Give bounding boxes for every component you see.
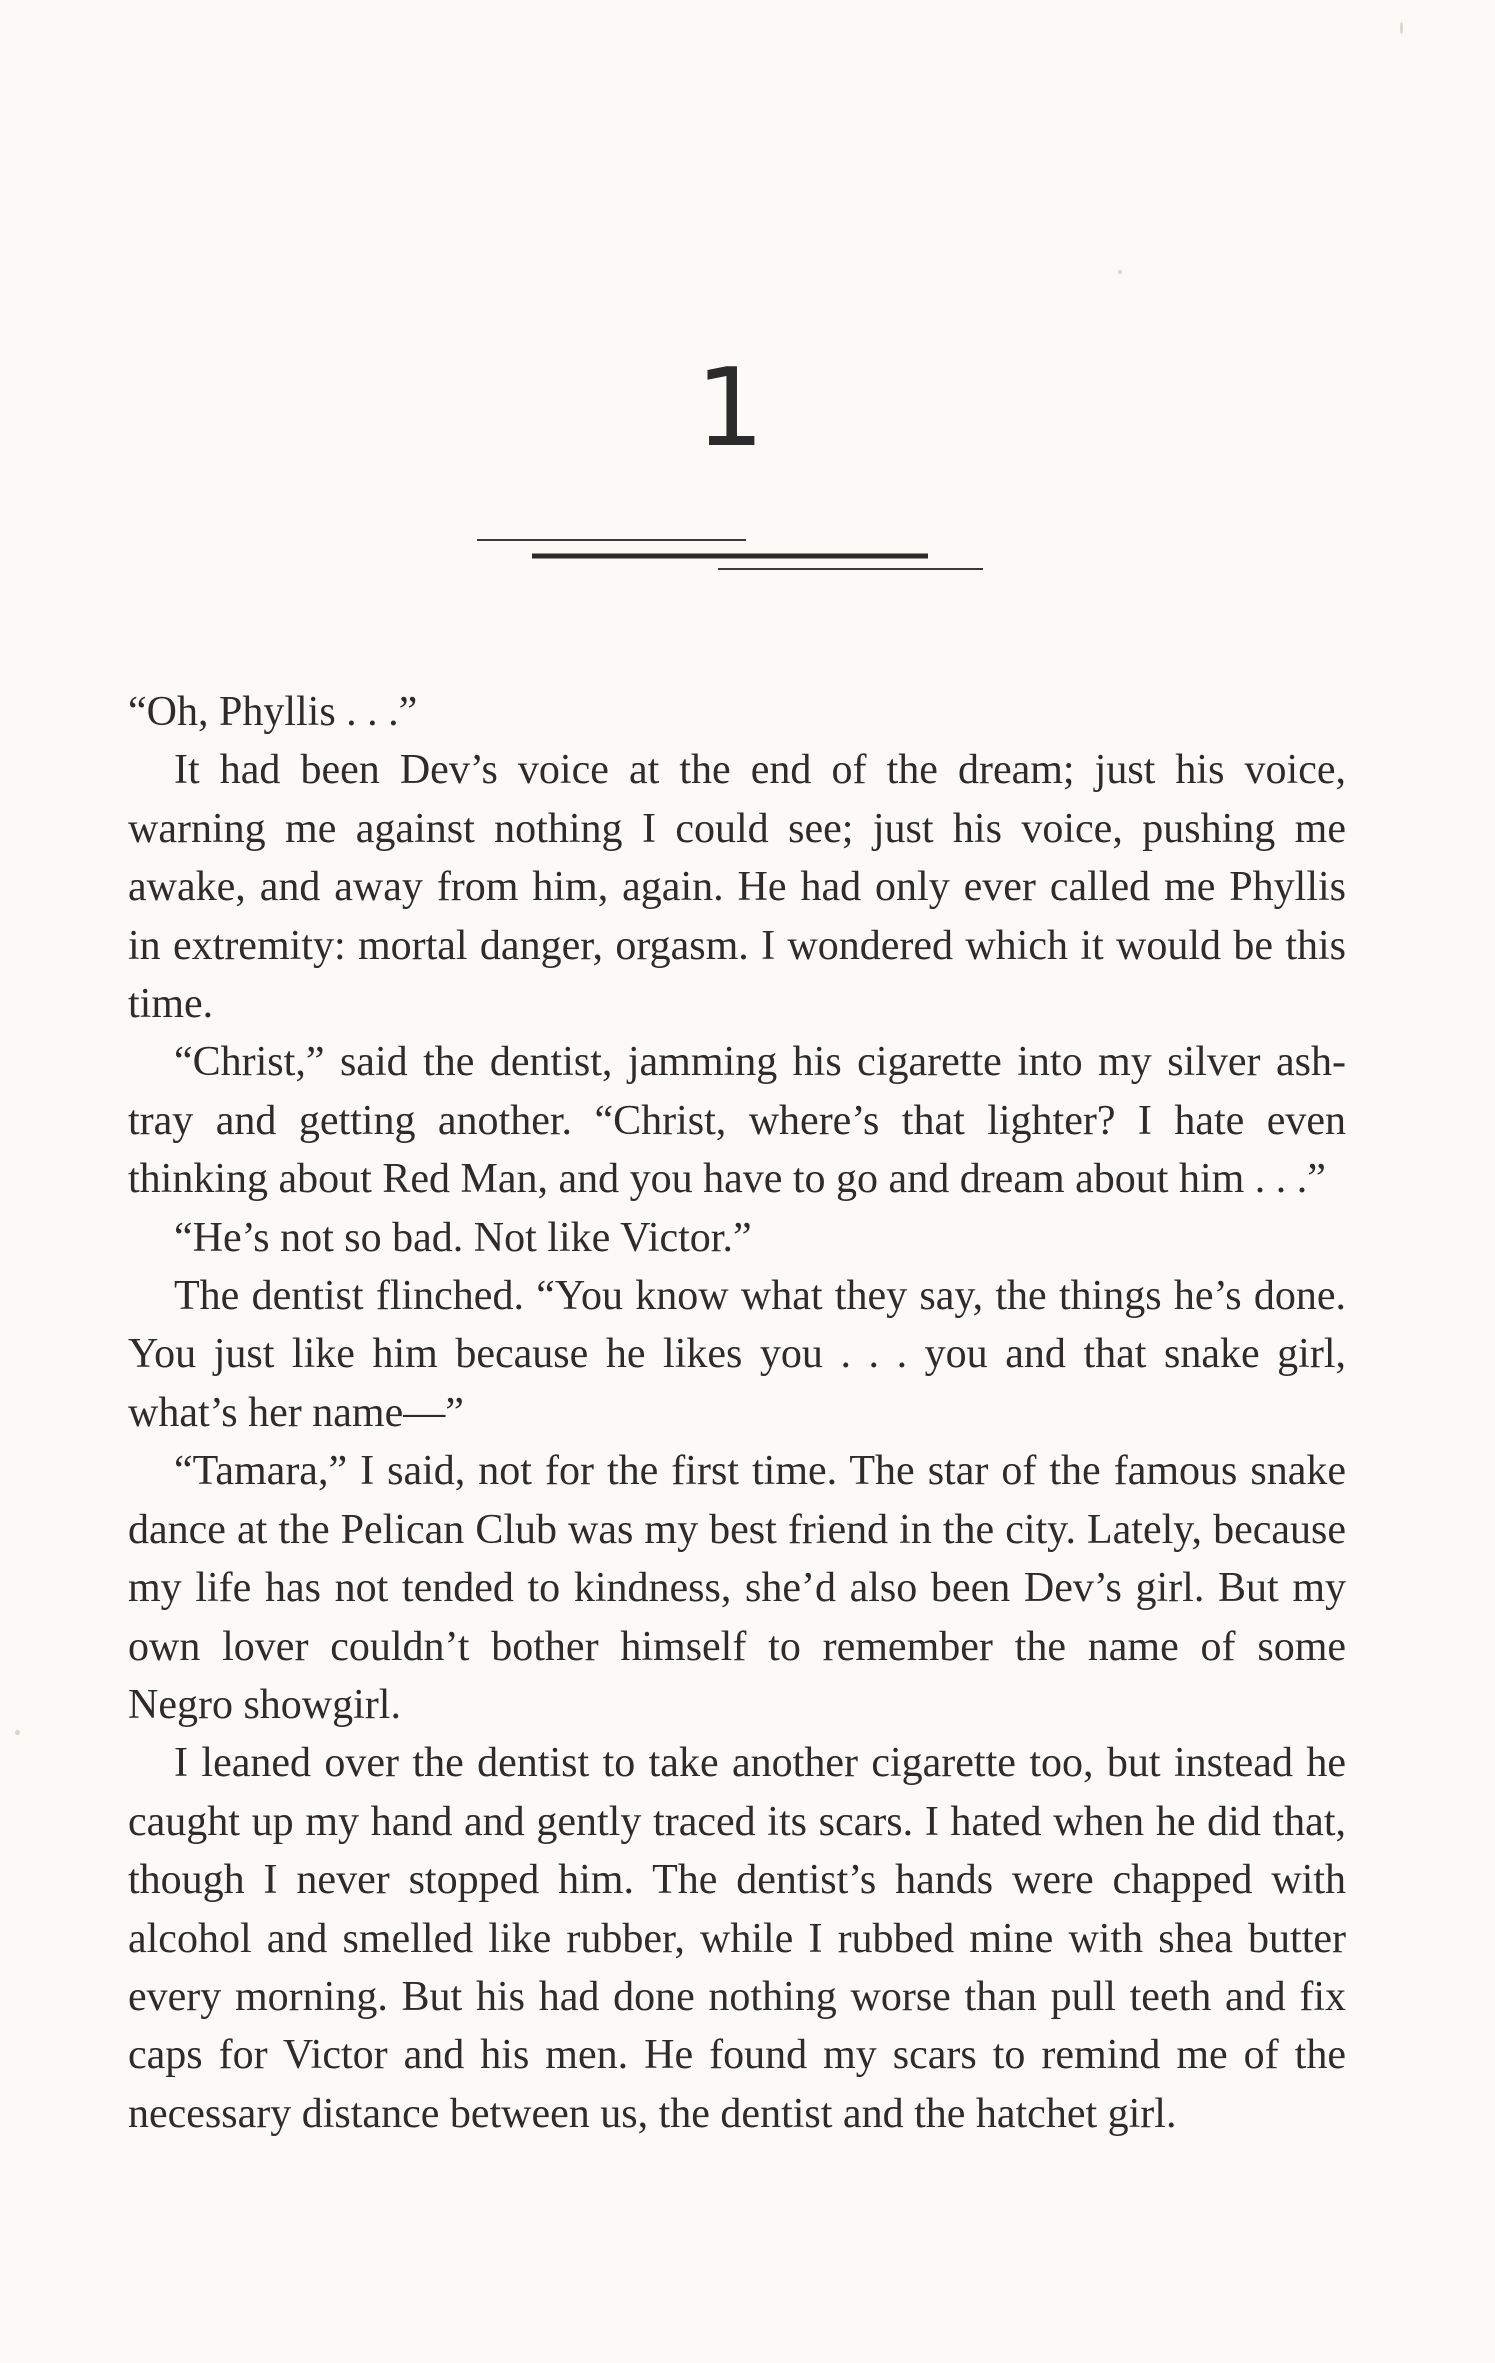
paragraph: The dentist flinched. “You know what they say, the things he’s done. You just like him because he likes you . . . you and that snake girl, what’s her name—” — [128, 1273, 1346, 1436]
paragraph: “He’s not so bad. Not like Victor.” — [174, 1214, 752, 1261]
paragraph: “Oh, Phyllis . . .” — [128, 689, 418, 735]
paper-speck — [1118, 270, 1122, 274]
paragraph: I leaned over the dentist to take another cigarette too, but instead he caught up my hand and gently traced its scars. I hated when he did that, though I never stopped him. The dentist’s hands were chapped with alcohol and smelled like rubber, while I rubbed mine with shea butter every morning. But his had done nothing worse than pull teeth and fix caps for Victor and his men. He found my scars to remind me of the necessary distance between us, the dentist and the hatchet girl. — [128, 1740, 1346, 2137]
paragraph: “Christ,” said the dentist, jamming his cigarette into my silver ashtray and getting another. “Christ, where’s that lighter? I hate even thinking about Red Man, and you have to go and dream about him . . .” — [128, 1039, 1346, 1203]
chapter-number: 1 — [695, 346, 765, 471]
chapter-ornament — [0, 0, 1495, 600]
chapter-text — [128, 683, 1346, 2143]
paper-speck — [15, 1730, 20, 1735]
paragraph: It had been Dev’s voice at the end of the dream; just his voice, warning me against nothing I could see; just his voice, pushing me awake, and away from him, again. He had only ever called me Phyllis in extremity: mortal danger, orgasm. I wondered which it would be this time. — [128, 747, 1346, 1028]
paragraph: “Tamara,” I said, not for the first time. The star of the famous snake dance at the Pelican Club was my best friend in the city. Lately, because my life has not tended to kindness, she’d also been Dev’s girl. But my own lover couldn’t bother himself to remember the name of some Negro showgirl. — [128, 1448, 1346, 1728]
paper-speck — [1400, 22, 1403, 34]
